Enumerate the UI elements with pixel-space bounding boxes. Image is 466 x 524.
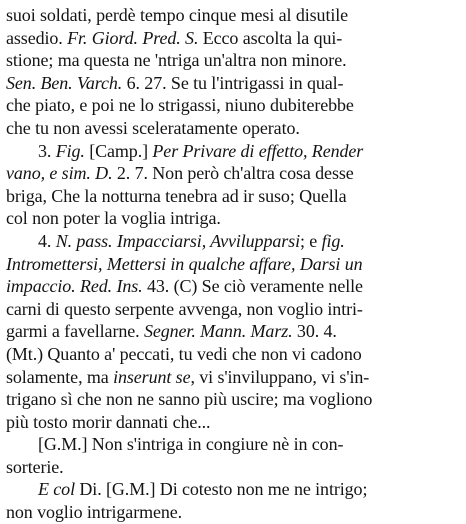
definition: impaccio. Red. Ins. [6, 276, 143, 297]
text-run: 43. (C) Se ciò veramente nelle [142, 276, 363, 297]
figurative-marker: fig. [321, 230, 345, 251]
text-run: 30. 4. [292, 321, 337, 342]
text-line: trigano sì che non ne sanno più uscire; ma vogliono [6, 389, 373, 410]
definition: N. pass. Impacciarsi, Avvilupparsi [55, 230, 300, 251]
definition: Per Privare di effetto, Render [152, 140, 364, 161]
text-line [6, 27, 454, 50]
text-run: garmi a favellarne. [6, 321, 144, 342]
text-line: [G.M.] Non s'intriga in congiure nè in con- [38, 434, 344, 455]
paragraph-1 [6, 4, 454, 140]
text-run: 6. 27. Se tu l'intrigassi in qual- [122, 72, 344, 93]
citation: Segner. Mann. Marz. [143, 321, 293, 342]
text-line [6, 320, 454, 343]
sense-number: 3. [38, 140, 56, 161]
text-line: Intromettersi, Mettersi in qualche affare, Darsi un [6, 253, 363, 274]
paragraph-4 [6, 433, 454, 478]
sense-number: 4. [38, 230, 56, 251]
text-line: più tosto morir dannati che... [6, 411, 211, 432]
paragraph-5 [6, 478, 454, 523]
text-line: briga, Che la notturna tenebra ad ir suso; Quella [6, 185, 347, 206]
text-line [6, 162, 454, 185]
paragraph-2 [6, 140, 454, 230]
text-line [6, 230, 454, 253]
citation: Sen. Ben. Varch. [6, 72, 123, 93]
text-line: sorterie. [6, 456, 64, 477]
definition: vano, e sim. D. [6, 163, 113, 184]
text-run: solamente, ma [6, 366, 114, 387]
text-run: 2. 7. Non però ch'altra cosa desse [112, 163, 354, 184]
text-run: Di. [G.M.] Di cotesto non me ne intrigo; [75, 479, 368, 500]
text-line: (Mt.) Quanto a' peccati, tu vedi che non vi cadono [6, 343, 362, 364]
text-line: che piato, e poi ne lo strigassi, niuno dubiterebbe [6, 95, 354, 116]
text-line [6, 140, 454, 163]
latin-phrase: inserunt se [113, 366, 191, 387]
text-line: non voglio intrigarmene. [6, 502, 183, 523]
text-line [6, 72, 454, 95]
figurative-marker: Fig. [55, 140, 85, 161]
text-line: stione; ma questa ne 'ntriga un'altra non minore. [6, 50, 347, 71]
text-run: assedio. [6, 27, 68, 48]
text-line: carni di questo serpente avvenga, non voglio intri- [6, 298, 363, 319]
text-line [6, 275, 454, 298]
text-run: , vi s'inviluppano, vi s'in- [190, 366, 370, 387]
text-line: col non poter la voglia intriga. [6, 208, 221, 229]
paragraph-3 [6, 230, 454, 433]
citation: Fr. Giord. Pred. S. [67, 27, 199, 48]
text-line [6, 366, 454, 389]
source-tag: [Camp.] [84, 140, 153, 161]
text-line: che tu non avessi sceleratamente operato. [6, 117, 300, 138]
text-line: suoi soldati, perdè tempo cinque mesi al disutile [6, 5, 349, 25]
text-run: ; e [299, 230, 322, 251]
text-run: Ecco ascolta la qui- [198, 27, 343, 48]
usage-marker: E col [38, 479, 75, 500]
